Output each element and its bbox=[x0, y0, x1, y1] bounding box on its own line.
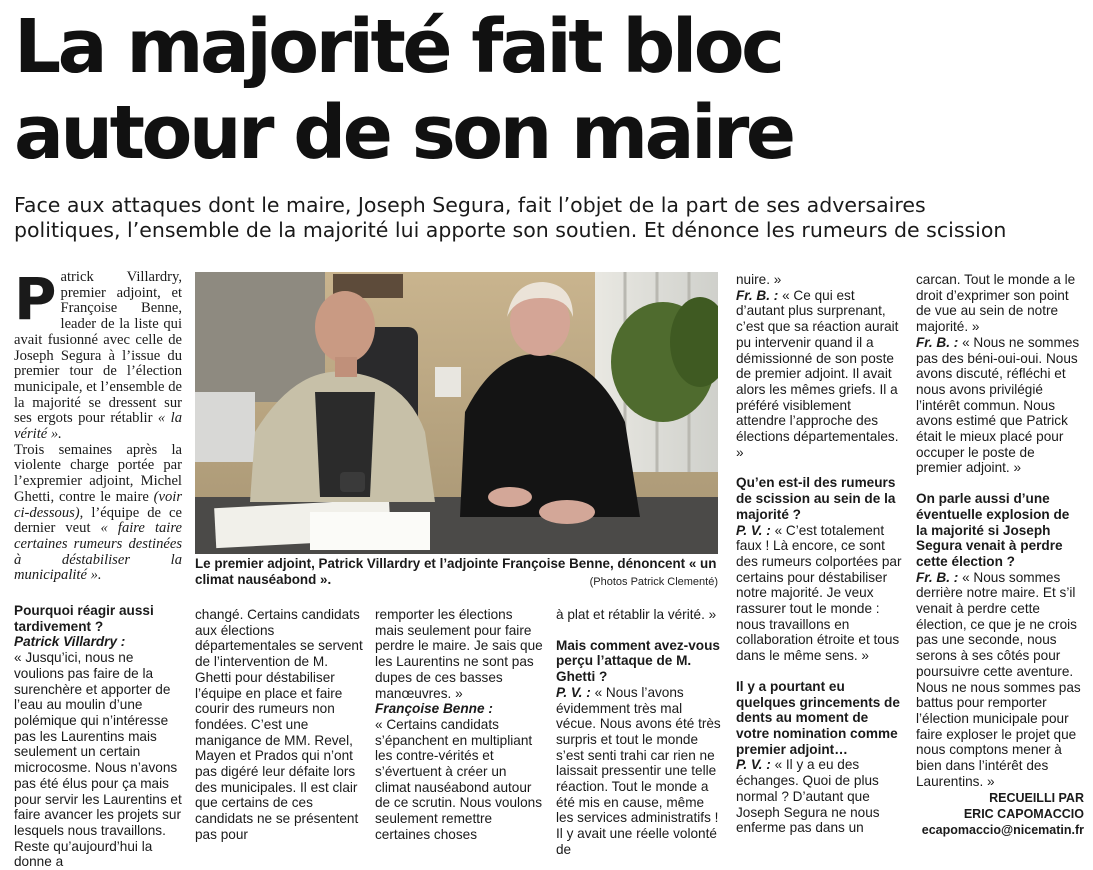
answer: changé. Certains candidats aux élections départementales se servent de l’intervention de M. Ghetti pour déstabiliser l’équipe en place et faire courir des rumeurs non fondées. C’est une manigance de MM. Revel, Mayen et Prados qui n’ont pas digéré leur défaite lors des municipales. Il est clair que certains de ces candidats ne se présentent pas pour bbox=[195, 607, 363, 842]
photo-credit: (Photos Patrick Clementé) bbox=[589, 576, 718, 588]
photo-illustration bbox=[195, 272, 718, 554]
article-photo bbox=[195, 272, 718, 554]
question: On parle aussi d’une éventuelle explosion de la majorité si Joseph Segura venait à perdre cette élection ? bbox=[916, 491, 1070, 569]
answer: à plat et rétablir la vérité. » bbox=[556, 607, 717, 622]
question: Mais comment avez-vous perçu l’attaque de M. Ghetti ? bbox=[556, 637, 720, 685]
question: Il y a pourtant eu quelques grincements de dents au moment de votre nomination comme premier adjoint… bbox=[736, 678, 900, 757]
byline-label: RECUEILLI PAR bbox=[989, 790, 1084, 805]
standfirst-line-2: politiques, l’ensemble de la majorité lui apporte son soutien. Et dénonce les rumeurs de scission bbox=[14, 218, 1007, 242]
answer: Fr. B. : « Nous ne sommes pas des béni-oui-oui. Nous avons discuté, réfléchi et nous avons privilégié l’intérêt commun. Nous avons estimé que Patrick était le mieux placé pour occuper le poste de premier adjoint. » bbox=[916, 334, 1080, 476]
answer: P. V. : « Nous l’avons évidemment très mal vécue. Nous avons été très surpris et tout le monde s’est senti trahi car rien ne laissait pressentir une telle réaction. Tout le monde a été mis en cause, même les services administratifs ! Il y avait une réelle volonté de bbox=[556, 684, 721, 857]
answer: Fr. B. : « Ce qui est d’autant plus surprenant, c’est que sa réaction aurait pu intervenir quand il a démissionné de son poste de premier adjoint. Il avait alors les mêmes griefs. Il a préféré visiblement attendre l’approche des élections départementales. » bbox=[736, 287, 899, 460]
answer: P. V. : « C’est totalement faux ! Là encore, ce sont des rumeurs colportées par certains pour déstabiliser notre majorité. Je veux rassurer tout le monde : nous travaillons en collaboration étroite et tous dans le même sens. » bbox=[736, 522, 902, 664]
speaker: Patrick Villardry : bbox=[14, 634, 126, 650]
answer: « Jusqu’ici, nous ne voulions pas faire de la surenchère et apporter de l’eau au moulin d’une polémique qui n’intéresse pas les Laurentins mais seulement un certain microcosme. Nous n’avons pas été élus pour ça mais pour servir les Laurentins et faire avancer les projets sur lesquels nous travaillons. Reste qu’aujourd’hui la donne a bbox=[14, 650, 182, 870]
byline bbox=[916, 790, 1084, 838]
answer: carcan. Tout le monde a le droit d’exprimer son point de vue au sein de notre majorité. » bbox=[916, 272, 1076, 335]
answer: remporter les élections mais seulement pour faire perdre le maire. Je sais que les Laurentins ne sont pas dupes de ces basses manœuvres. » bbox=[375, 607, 543, 701]
column-3 bbox=[375, 607, 543, 843]
standfirst bbox=[14, 193, 1084, 243]
column-1 bbox=[14, 265, 182, 870]
speaker: Françoise Benne : bbox=[375, 701, 493, 717]
drop-cap: P bbox=[14, 265, 57, 333]
column-5 bbox=[736, 272, 904, 836]
byline-author: ERIC CAPOMACCIO bbox=[963, 806, 1084, 821]
headline-line-1: La majorité fait bloc bbox=[14, 4, 782, 90]
column-4 bbox=[556, 607, 724, 858]
answer: P. V. : « Il y a eu des échanges. Quoi de plus normal ? D’autant que Joseph Segura ne nous enferme pas dans un bbox=[736, 757, 880, 836]
headline-line-2: autour de son maire bbox=[14, 90, 793, 176]
intro-paragraph: Patrick Villardry, premier adjoint, et Françoise Benne, leader de la liste qui avait fusionné avec celle de Joseph Segura à l’issue du premier tour de l’élection municipale, et l’ensemble de la majorité se dressent sur ses ergots pour rétablir « la vérité ». bbox=[14, 265, 182, 443]
question: Pourquoi réagir aussi tardivement ? bbox=[14, 603, 154, 634]
photo-caption: Le premier adjoint, Patrick Villardry et l’adjointe Françoise Benne, dénoncent « un climat nauséabond ». bbox=[195, 556, 717, 587]
answer: Fr. B. : « Nous sommes derrière notre maire. Et s’il venait à perdre cette élection, ce que je ne crois pas une seconde, nous serons à ses côtés pour poursuivre cette aventure. Nous ne nous sommes pas battus pour remporter l’élection municipale pour faire exploser le projet que nous comptons mener à bien dans l’intérêt des Laurentins. » bbox=[916, 569, 1081, 789]
headline bbox=[14, 4, 1084, 176]
standfirst-line-1: Face aux attaques dont le maire, Joseph Segura, fait l’objet de la part de ses adversaires bbox=[14, 193, 926, 217]
answer: nuire. » bbox=[736, 272, 782, 287]
answer: « Certains candidats s’épanchent en multipliant les contre-vérités et s’évertuent à créer un climat nauséabond autour de ce scrutin. Nous voulons seulement remettre certaines choses bbox=[375, 716, 542, 842]
question: Qu’en est-il des rumeurs de scission au sein de la majorité ? bbox=[736, 475, 896, 522]
column-6 bbox=[916, 272, 1084, 838]
column-2 bbox=[195, 607, 363, 843]
byline-email: ecapomaccio@nicematin.fr bbox=[921, 822, 1084, 837]
intro-paragraph-2: Trois semaines après la violente charge portée par l’expremier adjoint, Michel Ghetti, contre le maire (voir ci-dessous), l’équipe de ce dernier veut « faire taire certaines rumeurs destinées à déstabiliser la municipalité ». bbox=[14, 441, 182, 584]
